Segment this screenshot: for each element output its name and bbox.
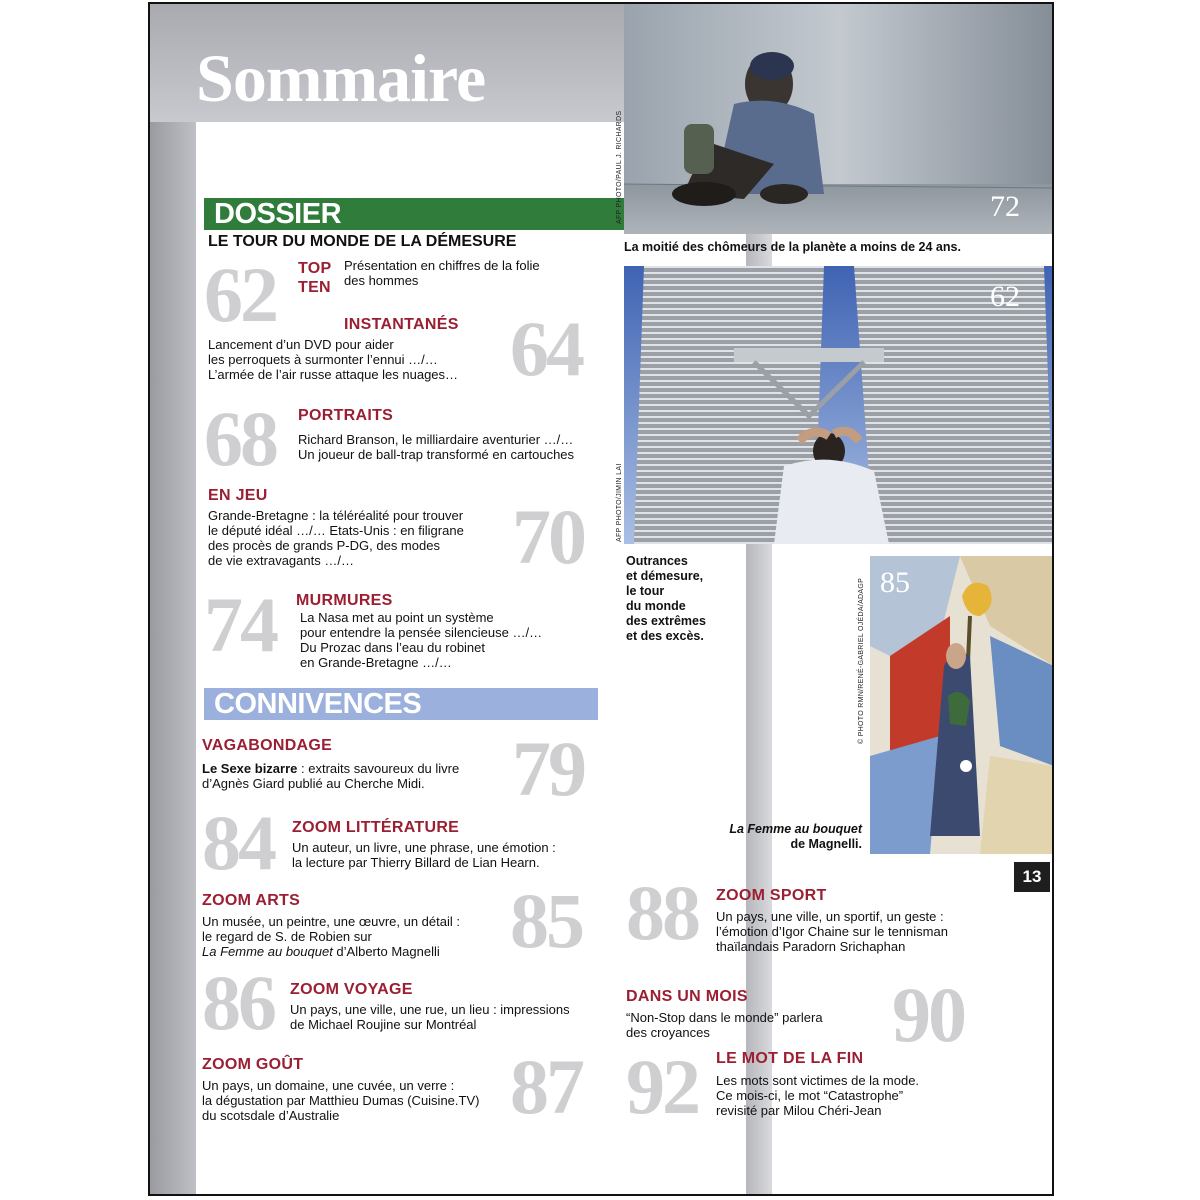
text-fragment: d’Alberto Magnelli	[332, 944, 440, 959]
heading-zoom-arts: ZOOM ARTS	[202, 892, 301, 909]
heading-portraits: PORTRAITS	[298, 407, 394, 424]
page-number-90: 90	[892, 971, 964, 1058]
caption-line: La Femme au bouquet	[729, 822, 862, 836]
page-number-64: 64	[510, 305, 582, 392]
text-line: pour entendre la pensée silencieuse …/…	[300, 625, 543, 640]
vagabondage-text	[202, 761, 459, 791]
heading-zoom-litterature: ZOOM LITTÉRATURE	[292, 819, 460, 836]
text-line: Un pays, une ville, une rue, un lieu : impressions	[290, 1002, 570, 1017]
caption-line: et démesure,	[626, 569, 704, 583]
text-line: des procès de grands P-DG, des modes	[208, 538, 440, 553]
book-title: Le Sexe bizarre	[202, 761, 298, 776]
text-line: La Nasa met au point un système	[300, 610, 494, 625]
instantanes-text	[208, 337, 458, 382]
caption-line: Outrances	[626, 554, 688, 568]
page-number-85: 85	[510, 877, 582, 964]
portraits-text	[298, 432, 574, 462]
text-line: Les mots sont victimes de la mode.	[716, 1073, 920, 1088]
text-line: thaïlandais Paradorn Srichaphan	[716, 939, 906, 954]
caption-line: des extrêmes	[626, 614, 706, 628]
page-number-92: 92	[626, 1043, 698, 1130]
heading-zoom-sport: ZOOM SPORT	[716, 887, 827, 904]
text-line: Un auteur, un livre, une phrase, une émotion :	[292, 840, 556, 855]
photo1-caption: La moitié des chômeurs de la planète a moins de 24 ans.	[624, 240, 961, 254]
zoom-arts-text	[202, 914, 460, 959]
text-line: le député idéal …/… Etats-Unis : en filigrane	[208, 523, 464, 538]
photo2-page-ref: 62	[990, 280, 1020, 313]
text-line: Un pays, un domaine, une cuvée, un verre :	[202, 1078, 455, 1093]
zoom-gout-text	[202, 1078, 479, 1123]
text-line: le regard de S. de Robien sur	[202, 929, 372, 944]
dans-un-mois-text	[626, 1010, 823, 1040]
text-line: Un joueur de ball-trap transformé en cartouches	[298, 447, 575, 462]
page-number-84: 84	[202, 799, 274, 886]
painting-femme-au-bouquet	[870, 556, 1054, 854]
heading-dans-un-mois: DANS UN MOIS	[626, 988, 748, 1005]
heading-le-mot-de-la-fin: LE MOT DE LA FIN	[716, 1050, 864, 1067]
text-line: revisité par Milou Chéri-Jean	[716, 1103, 882, 1118]
masthead-title: Sommaire	[196, 40, 486, 116]
photo3-caption	[710, 822, 862, 852]
text-line: Richard Branson, le milliardaire aventurier …/…	[298, 432, 574, 447]
dossier-subtitle: LE TOUR DU MONDE DE LA DÉMESURE	[208, 233, 517, 250]
en-jeu-text	[208, 508, 464, 568]
text-line: de vie extravagants …/…	[208, 553, 354, 568]
zoom-voyage-text	[290, 1002, 570, 1032]
painting-illustration	[870, 556, 1054, 854]
murmures-text	[300, 610, 542, 670]
text-line: L’armée de l’air russe attaque les nuages…	[208, 367, 459, 382]
text-line: des croyances	[626, 1025, 710, 1040]
text-line: en Grande-Bretagne …/…	[300, 655, 452, 670]
photo-young-man-against-wall	[624, 4, 1054, 234]
magazine-page	[148, 2, 1054, 1196]
text-line: Un musée, un peintre, une œuvre, un détail :	[202, 914, 460, 929]
left-grey-bar	[150, 4, 196, 1194]
page-number-87: 87	[510, 1043, 582, 1130]
text-line: Un pays, une ville, un sportif, un geste :	[716, 909, 944, 924]
le-mot-de-la-fin-text	[716, 1073, 919, 1118]
text-line: Présentation en chiffres de la folie	[344, 258, 540, 273]
text-line: Grande-Bretagne : la téléréalité pour trouver	[208, 508, 464, 523]
heading-zoom-voyage: ZOOM VOYAGE	[290, 981, 413, 998]
connivences-band: CONNIVENCES	[204, 688, 598, 720]
text-line: du scotsdale d’Australie	[202, 1108, 340, 1123]
page-number-68: 68	[204, 395, 276, 482]
text-fragment: : extraits savoureux du livre	[297, 761, 460, 776]
heading-instantanes: INSTANTANÉS	[344, 316, 459, 333]
heading-murmures: MURMURES	[296, 592, 393, 609]
heading-top-ten	[298, 259, 332, 297]
page-number-badge: 13	[1014, 862, 1050, 892]
heading-ten: TEN	[298, 279, 331, 296]
top-ten-text	[344, 258, 540, 288]
photo2-credit: AFP PHOTO/JIMIN LAI	[616, 463, 623, 542]
text-line	[202, 944, 460, 959]
dossier-band: DOSSIER	[204, 198, 630, 230]
zoom-litterature-text	[292, 840, 556, 870]
text-line: Du Prozac dans l’eau du robinet	[300, 640, 486, 655]
photo3-credit: © PHOTO RMN/RENÉ-GABRIEL OJÉDA/ADAGP	[858, 577, 865, 744]
text-line: les perroquets à surmonter l’ennui …/…	[208, 352, 438, 367]
text-line: l’émotion d’Igor Chaine sur le tennisman	[716, 924, 948, 939]
text-line: Lancement d’un DVD pour aider	[208, 337, 394, 352]
text-line: des hommes	[344, 273, 419, 288]
text-line: de Michael Roujine sur Montréal	[290, 1017, 477, 1032]
heading-zoom-gout: ZOOM GOÛT	[202, 1056, 304, 1073]
text-line: la dégustation par Matthieu Dumas (Cuisine.TV)	[202, 1093, 480, 1108]
page-number-70: 70	[512, 493, 584, 580]
text-line	[202, 761, 459, 776]
page-number-88: 88	[626, 869, 698, 956]
caption-line: le tour	[626, 584, 665, 598]
heading-top: TOP	[298, 260, 332, 277]
caption-line: du monde	[626, 599, 686, 613]
zoom-sport-text	[716, 909, 948, 954]
page-number-74: 74	[204, 581, 276, 668]
text-line: Ce mois-ci, le mot “Catastrophe”	[716, 1088, 904, 1103]
heading-vagabondage: VAGABONDAGE	[202, 737, 333, 754]
photo3-page-ref: 85	[880, 566, 910, 599]
page-number-86: 86	[202, 959, 274, 1046]
photo1-credit: AFP PHOTO/PAUL J. RICHARDS	[616, 110, 623, 224]
page-number-79: 79	[512, 725, 584, 812]
photo-twin-towers	[624, 266, 1054, 544]
side-caption	[626, 554, 706, 644]
text-line: “Non-Stop dans le monde” parlera	[626, 1010, 823, 1025]
text-line: d’Agnès Giard publié au Cherche Midi.	[202, 776, 425, 791]
caption-line: de Magnelli.	[790, 837, 862, 851]
photo1-page-ref: 72	[990, 190, 1020, 223]
artwork-title: La Femme au bouquet	[202, 944, 333, 959]
page-number-62: 62	[204, 251, 276, 338]
text-line: la lecture par Thierry Billard de Lian Hearn.	[292, 855, 540, 870]
heading-en-jeu: EN JEU	[208, 487, 268, 504]
caption-line: et des excès.	[626, 629, 704, 643]
